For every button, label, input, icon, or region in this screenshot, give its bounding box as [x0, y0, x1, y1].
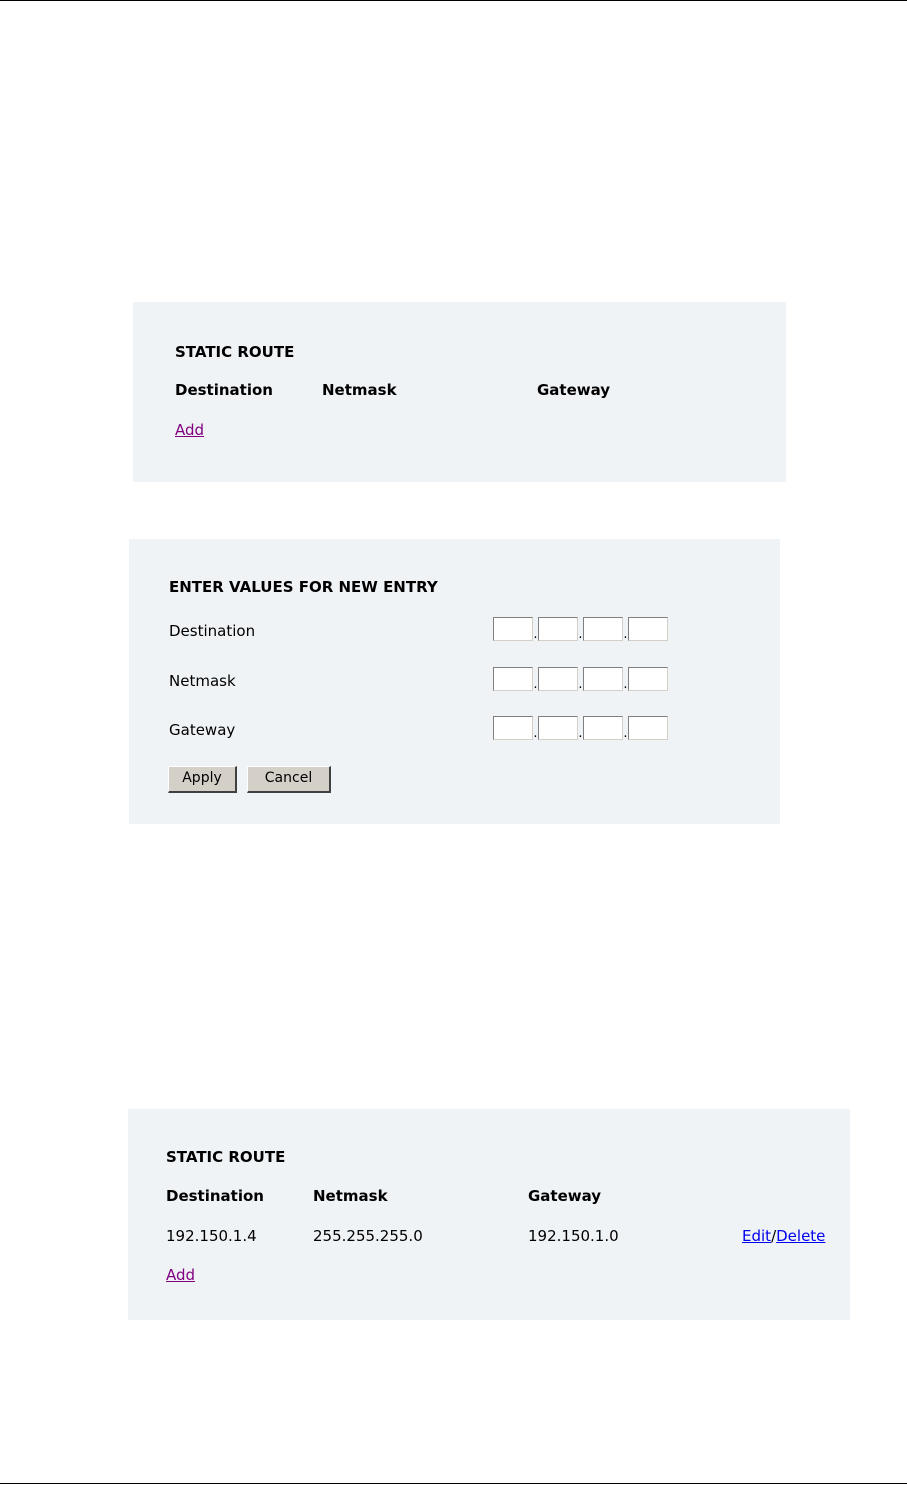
column-header-gateway: Gateway — [528, 1187, 602, 1205]
octet-separator: . — [533, 677, 538, 692]
delete-link[interactable]: Delete — [776, 1227, 826, 1245]
add-link[interactable]: Add — [175, 421, 205, 439]
column-header-netmask: Netmask — [322, 381, 397, 399]
octet-separator: . — [578, 726, 583, 741]
destination-octet-2[interactable] — [538, 617, 578, 641]
column-header-destination: Destination — [175, 381, 273, 399]
octet-separator: . — [623, 627, 628, 642]
top-rule — [0, 0, 907, 1]
column-header-netmask: Netmask — [313, 1187, 388, 1205]
netmask-ip-input — [493, 667, 668, 691]
destination-ip-input — [493, 617, 668, 641]
netmask-label: Netmask — [169, 672, 236, 690]
row-destination: 192.150.1.4 — [166, 1227, 257, 1245]
add-link[interactable]: Add — [166, 1266, 196, 1284]
static-route-panel-empty — [133, 302, 786, 482]
panel-title: STATIC ROUTE — [166, 1148, 286, 1166]
destination-octet-3[interactable] — [583, 617, 623, 641]
destination-octet-4[interactable] — [628, 617, 668, 641]
row-netmask: 255.255.255.0 — [313, 1227, 423, 1245]
row-actions — [742, 1227, 825, 1245]
action-separator: / — [771, 1227, 777, 1245]
octet-separator: . — [578, 627, 583, 642]
netmask-octet-1[interactable] — [493, 667, 533, 691]
column-header-destination: Destination — [166, 1187, 264, 1205]
column-header-gateway: Gateway — [537, 381, 611, 399]
gateway-label: Gateway — [169, 721, 236, 739]
gateway-octet-1[interactable] — [493, 716, 533, 740]
new-entry-form-panel — [129, 539, 780, 824]
destination-label: Destination — [169, 622, 256, 640]
netmask-octet-2[interactable] — [538, 667, 578, 691]
gateway-ip-input — [493, 716, 668, 740]
cancel-button[interactable]: Cancel — [247, 766, 331, 793]
form-title: ENTER VALUES FOR NEW ENTRY — [169, 578, 438, 596]
gateway-octet-2[interactable] — [538, 716, 578, 740]
octet-separator: . — [623, 677, 628, 692]
netmask-octet-4[interactable] — [628, 667, 668, 691]
octet-separator: . — [623, 726, 628, 741]
panel-title: STATIC ROUTE — [175, 343, 295, 361]
edit-link[interactable]: Edit — [742, 1227, 772, 1245]
octet-separator: . — [533, 627, 538, 642]
static-route-panel-populated — [128, 1109, 850, 1320]
gateway-octet-3[interactable] — [583, 716, 623, 740]
netmask-octet-3[interactable] — [583, 667, 623, 691]
row-gateway: 192.150.1.0 — [528, 1227, 619, 1245]
gateway-octet-4[interactable] — [628, 716, 668, 740]
destination-octet-1[interactable] — [493, 617, 533, 641]
octet-separator: . — [533, 726, 538, 741]
bottom-rule — [0, 1483, 907, 1484]
octet-separator: . — [578, 677, 583, 692]
apply-button[interactable]: Apply — [168, 766, 237, 793]
